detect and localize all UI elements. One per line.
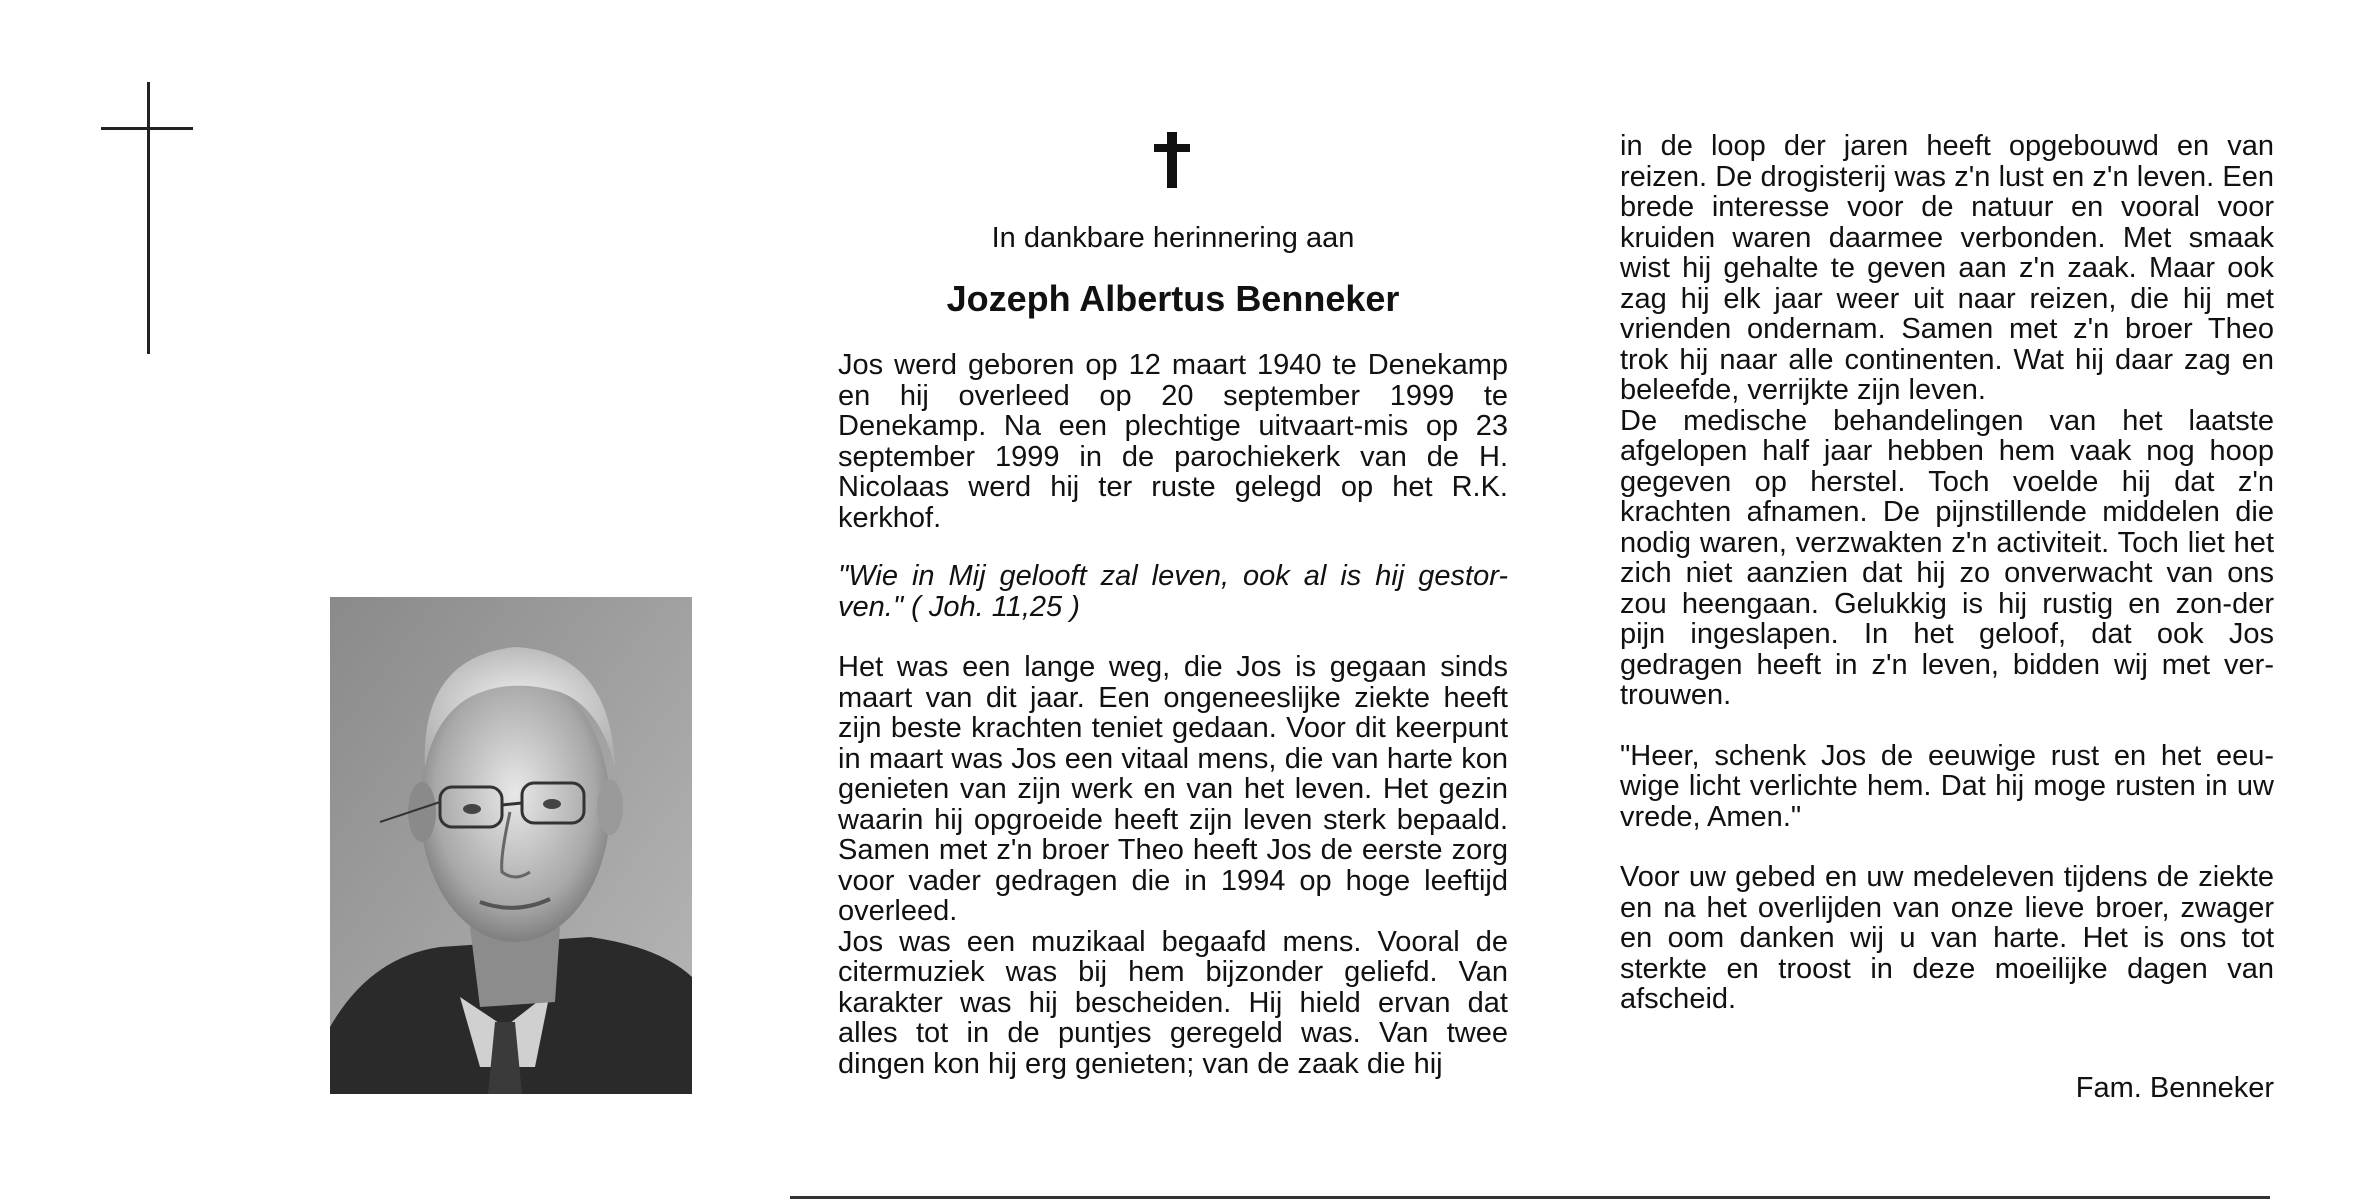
intro-text: In dankbare herinnering aan bbox=[991, 222, 1355, 254]
continuation-paragraph: in de loop der jaren heeft opgebouwd en van reizen. De drogisterij was z'n lust en z'n leven. Een brede interesse voor de natuur en vooral voor kruiden waren daarmee verbonden. Met smaak wist hij gehalte te geven aan z'n zaak. Maar ook zag hij elk jaar weer uit naar reizen, die hij met vrienden ondernam. Samen met z'n broer Theo trok hij naar alle continenten. Wat hij daar zag en beleefde, verrijkte zijn leven. bbox=[1620, 130, 2274, 406]
bottom-divider bbox=[790, 1196, 2270, 1199]
small-cross-icon bbox=[1150, 132, 1194, 188]
family-signature: Fam. Benneker bbox=[2075, 1072, 2274, 1104]
character-paragraph: Jos was een muzikaal begaafd mens. Vooral de citermuziek was bij hem bijzonder geliefd. Van karakter was hij bescheiden. Hij hield ervan dat alles tot in de puntjes geregeld was. Van twee dingen kon hij erg genieten; van de zaak die hij bbox=[838, 925, 1508, 1080]
biography-paragraph: Jos werd geboren op 12 maart 1940 te Denekamp en hij overleed op 20 september 1999 te Denekamp. Na een plechtige uitvaart-mis op 23 september 1999 in de parochiekerk van de H. Nicolaas werd hij ter ruste gelegd op het R.K. kerkhof. bbox=[838, 349, 1508, 534]
scripture-quote: "Wie in Mij gelooft zal leven, ook al is hij gestor-ven." ( Joh. 11,25 ) bbox=[838, 560, 1508, 623]
life-paragraph: Het was een lange weg, die Jos is gegaan sinds maart van dit jaar. Een ongeneeslijke ziekte heeft zijn beste krachten teniet gedaan. Voor dit keerpunt in maart was Jos een vitaal mens, die van harte kon genieten van zijn werk en van het leven. Het gezin waarin hij opgroeide heeft zijn leven sterk bepaald. Samen met z'n broer Theo heeft Jos de eerste zorg voor vader gedragen die in 1994 op hoge leeftijd overleed. bbox=[838, 651, 1508, 927]
portrait-photo bbox=[330, 597, 692, 1094]
illness-paragraph: De medische behandelingen van het laatste afgelopen half jaar hebben hem vaak nog hoop gegeven op herstel. Toch voelde hij dat z'n krachten afnamen. De pijnstillende middelen die nodig waren, verzwakten z'n activiteit. Toch liet het zich niet aanzien dat hij zo onverwacht van ons zou heengaan. Gelukkig is hij rustig en zon-der pijn ingeslapen. In het geloof, dat ook Jos gedragen heeft in z'n leven, bidden wij met ver-trouwen. bbox=[1620, 404, 2274, 711]
prayer-text: "Heer, schenk Jos de eeuwige rust en het eeu-wige licht verlichte hem. Dat hij moge rusten in uw vrede, Amen." bbox=[1620, 739, 2274, 833]
large-cross-vertical bbox=[147, 82, 150, 354]
thanks-paragraph: Voor uw gebed en uw medeleven tijdens de ziekte en na het overlijden van onze lieve broer, zwager en oom danken wij u van harte. Het is ons tot sterkte en troost in deze moeilijke dagen van afscheid. bbox=[1620, 861, 2274, 1015]
middle-column bbox=[838, 350, 1508, 1079]
right-column bbox=[1620, 131, 2274, 1015]
large-cross-horizontal bbox=[101, 127, 193, 130]
deceased-name: Jozeph Albertus Benneker bbox=[946, 278, 1400, 319]
